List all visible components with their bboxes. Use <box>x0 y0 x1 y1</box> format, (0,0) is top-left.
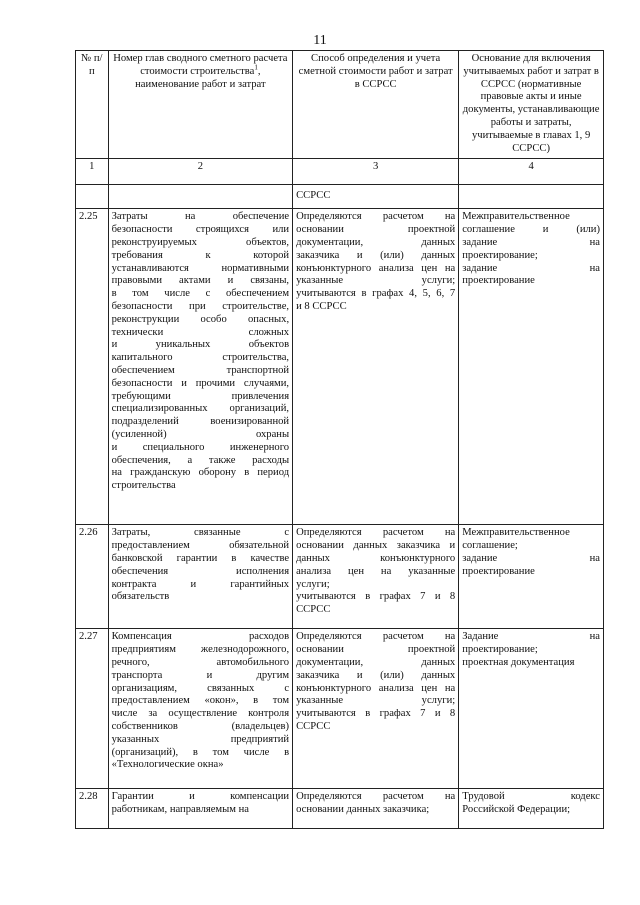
continuation-row <box>76 185 604 209</box>
cell-line: проектирование <box>462 275 535 287</box>
row-basis <box>459 629 604 789</box>
table-row <box>76 789 604 829</box>
cell-line: технически сложных <box>111 326 290 338</box>
cell-line: в том числе с обеспечением <box>111 288 290 300</box>
cell-line: Определяются расчетом на <box>296 211 456 223</box>
cell-line: заказчика и (или) данных <box>296 249 456 261</box>
cell-line: (организаций), в том числе в <box>111 746 290 758</box>
cell-line: и уникальных объектов <box>111 339 290 351</box>
cell-line: документации, данных <box>296 656 456 668</box>
cell-line: предоставлением «окон», в том <box>111 695 290 707</box>
cell-line: и специального инженерного <box>111 441 290 453</box>
cell-line: Определяются расчетом на <box>296 791 456 803</box>
table-row <box>76 629 604 789</box>
cell-line: основании проектной <box>296 224 456 236</box>
costs-table <box>75 50 604 829</box>
cell-line: основании данных заказчика; <box>296 804 430 816</box>
cell-line: проектирование; <box>462 249 538 261</box>
header-col-name-tail: , наименование работ и затрат <box>135 65 266 90</box>
row-method <box>293 629 459 789</box>
header-col-basis <box>459 51 604 159</box>
cell-line: устанавливаются нормативными <box>111 262 290 274</box>
row-number: 2.25 <box>76 209 109 525</box>
row-number: 2.27 <box>76 629 109 789</box>
cell-line: ССРСС <box>296 604 331 616</box>
row-name <box>108 789 292 829</box>
cell-line: указанные услуги; <box>296 695 456 707</box>
row-method <box>293 525 459 629</box>
cell-line: Определяются расчетом на <box>296 527 456 539</box>
cell-line: Затраты на обеспечение <box>111 211 290 223</box>
continuation-cell-4 <box>459 185 604 209</box>
cell-line: предприятиям железнодорожного, <box>111 644 290 656</box>
row-number: 2.28 <box>76 789 109 829</box>
continuation-text: ССРСС <box>296 189 331 201</box>
cell-line: правовыми актами и связаны, <box>111 275 290 287</box>
page-number: 11 <box>313 33 327 48</box>
cell-line: указанные услуги; <box>296 275 456 287</box>
row-method <box>293 209 459 525</box>
table-header-row <box>76 51 604 159</box>
cell-line: обеспечением транспортной <box>111 364 290 376</box>
cell-line: предоставлением обязательной <box>111 540 290 552</box>
table-row <box>76 209 604 525</box>
cell-line: Межправительственное <box>462 527 570 539</box>
header-col-basis-label: Основание для включения учитываемых работ и затрат в ССРСС (нормативные правовые акты и иные документы, устанавливающие работы и затраты, учитываемые в главах 1, 9 ССРСС) <box>462 53 600 154</box>
cell-line: строительства <box>111 480 176 492</box>
header-col-name <box>108 51 292 159</box>
cell-line: транспорта и другим <box>111 669 290 681</box>
cell-line: задание на <box>462 552 600 564</box>
column-number-3: 3 <box>293 159 459 185</box>
cell-line: Гарантии и компенсации <box>111 791 290 803</box>
cell-line: обеспечения, а также расходы <box>111 454 290 466</box>
cell-line: указанных предприятий <box>111 733 290 745</box>
cell-line: конъюнктурного анализа цен на <box>296 262 456 274</box>
cell-line: Трудовой кодекс <box>462 791 600 803</box>
cell-line: требования к которой <box>111 249 290 261</box>
row-name <box>108 629 292 789</box>
header-col-number <box>76 51 109 159</box>
cell-line: речного, автомобильного <box>111 656 290 668</box>
cell-line: услуги; <box>296 578 330 590</box>
cell-line: основании данных заказчика и <box>296 540 456 552</box>
row-basis <box>459 525 604 629</box>
footnote-mark: 1 <box>254 63 258 72</box>
column-number-2: 2 <box>108 159 292 185</box>
cell-line: проектирование; <box>462 644 538 656</box>
cell-line: специализированных организаций, <box>111 403 290 415</box>
header-col-method <box>293 51 459 159</box>
row-name <box>108 209 292 525</box>
cell-line: обязательств <box>111 591 170 603</box>
row-method <box>293 789 459 829</box>
cell-line: безопасности при строительстве, <box>111 300 290 312</box>
cell-line: (усиленной) охраны <box>111 428 290 440</box>
cell-line: основании проектной <box>296 644 456 656</box>
cell-line: реконструкции особо опасных, <box>111 313 290 325</box>
cell-line: ССРСС <box>296 720 331 732</box>
table-row <box>76 525 604 629</box>
column-number-1: 1 <box>76 159 109 185</box>
row-name <box>108 525 292 629</box>
continuation-cell-3 <box>293 185 459 209</box>
cell-line: соглашение; <box>462 540 518 552</box>
cell-line: документации, данных <box>296 236 456 248</box>
continuation-cell-2 <box>108 185 292 209</box>
header-col-method-label: Способ определения и учета сметной стоимости работ и затрат в ССРСС <box>298 53 453 90</box>
cell-line: заказчика и (или) данных <box>296 669 456 681</box>
cell-line: банковской гарантии в качестве <box>111 552 290 564</box>
cell-line: Затраты, связанные с <box>111 527 290 539</box>
continuation-cell-1 <box>76 185 109 209</box>
cell-line: Определяются расчетом на <box>296 631 456 643</box>
cell-line: проектирование <box>462 565 535 577</box>
column-numbers-row <box>76 159 604 185</box>
cell-line: безопасности и прочими случаями, <box>111 377 290 389</box>
header-col-name-label: Номер глав сводного сметного расчета стоимости строительства <box>113 53 288 77</box>
cell-line: на гражданскую оборону в период <box>111 467 290 479</box>
cell-line: соглашение и (или) <box>462 224 600 236</box>
cell-line: проектная документация <box>462 656 575 668</box>
cell-line: контракта и гарантийных <box>111 578 290 590</box>
cell-line: собственников (владельцев) <box>111 720 290 732</box>
cell-line: числе за осуществление контроля <box>111 708 290 720</box>
cell-line: безопасности строящихся или <box>111 224 290 236</box>
cell-line: капитального строительства, <box>111 352 290 364</box>
cell-line: Задание на <box>462 631 600 643</box>
header-col-number-label: № п/п <box>81 53 103 77</box>
cell-line: задание на <box>462 262 600 274</box>
cell-line: Межправительственное <box>462 211 570 223</box>
cell-line: организациям, связанных с <box>111 682 290 694</box>
cell-line: учитываются в графах 7 и 8 <box>296 708 456 720</box>
cell-line: учитываются в графах 4, 5, 6, 7 <box>296 288 456 300</box>
cell-line: реконструируемых объектов, <box>111 236 290 248</box>
column-number-4: 4 <box>459 159 604 185</box>
cell-line: «Технологические окна» <box>111 759 224 771</box>
cell-line: анализа цен на указанные <box>296 565 456 577</box>
row-basis <box>459 209 604 525</box>
cell-line: требующими привлечения <box>111 390 290 402</box>
row-basis <box>459 789 604 829</box>
cell-line: работникам, направляемым на <box>111 804 249 816</box>
cell-line: конъюнктурного анализа цен на <box>296 682 456 694</box>
cell-line: данных конъюнктурного <box>296 552 456 564</box>
cell-line: и 8 ССРСС <box>296 300 347 312</box>
cell-line: обеспечения исполнения <box>111 565 290 577</box>
cell-line: подразделений военизированной <box>111 416 290 428</box>
row-number: 2.26 <box>76 525 109 629</box>
cell-line: учитываются в графах 7 и 8 <box>296 591 456 603</box>
cell-line: Компенсация расходов <box>111 631 290 643</box>
cell-line: задание на <box>462 236 600 248</box>
cell-line: Российской Федерации; <box>462 804 571 816</box>
